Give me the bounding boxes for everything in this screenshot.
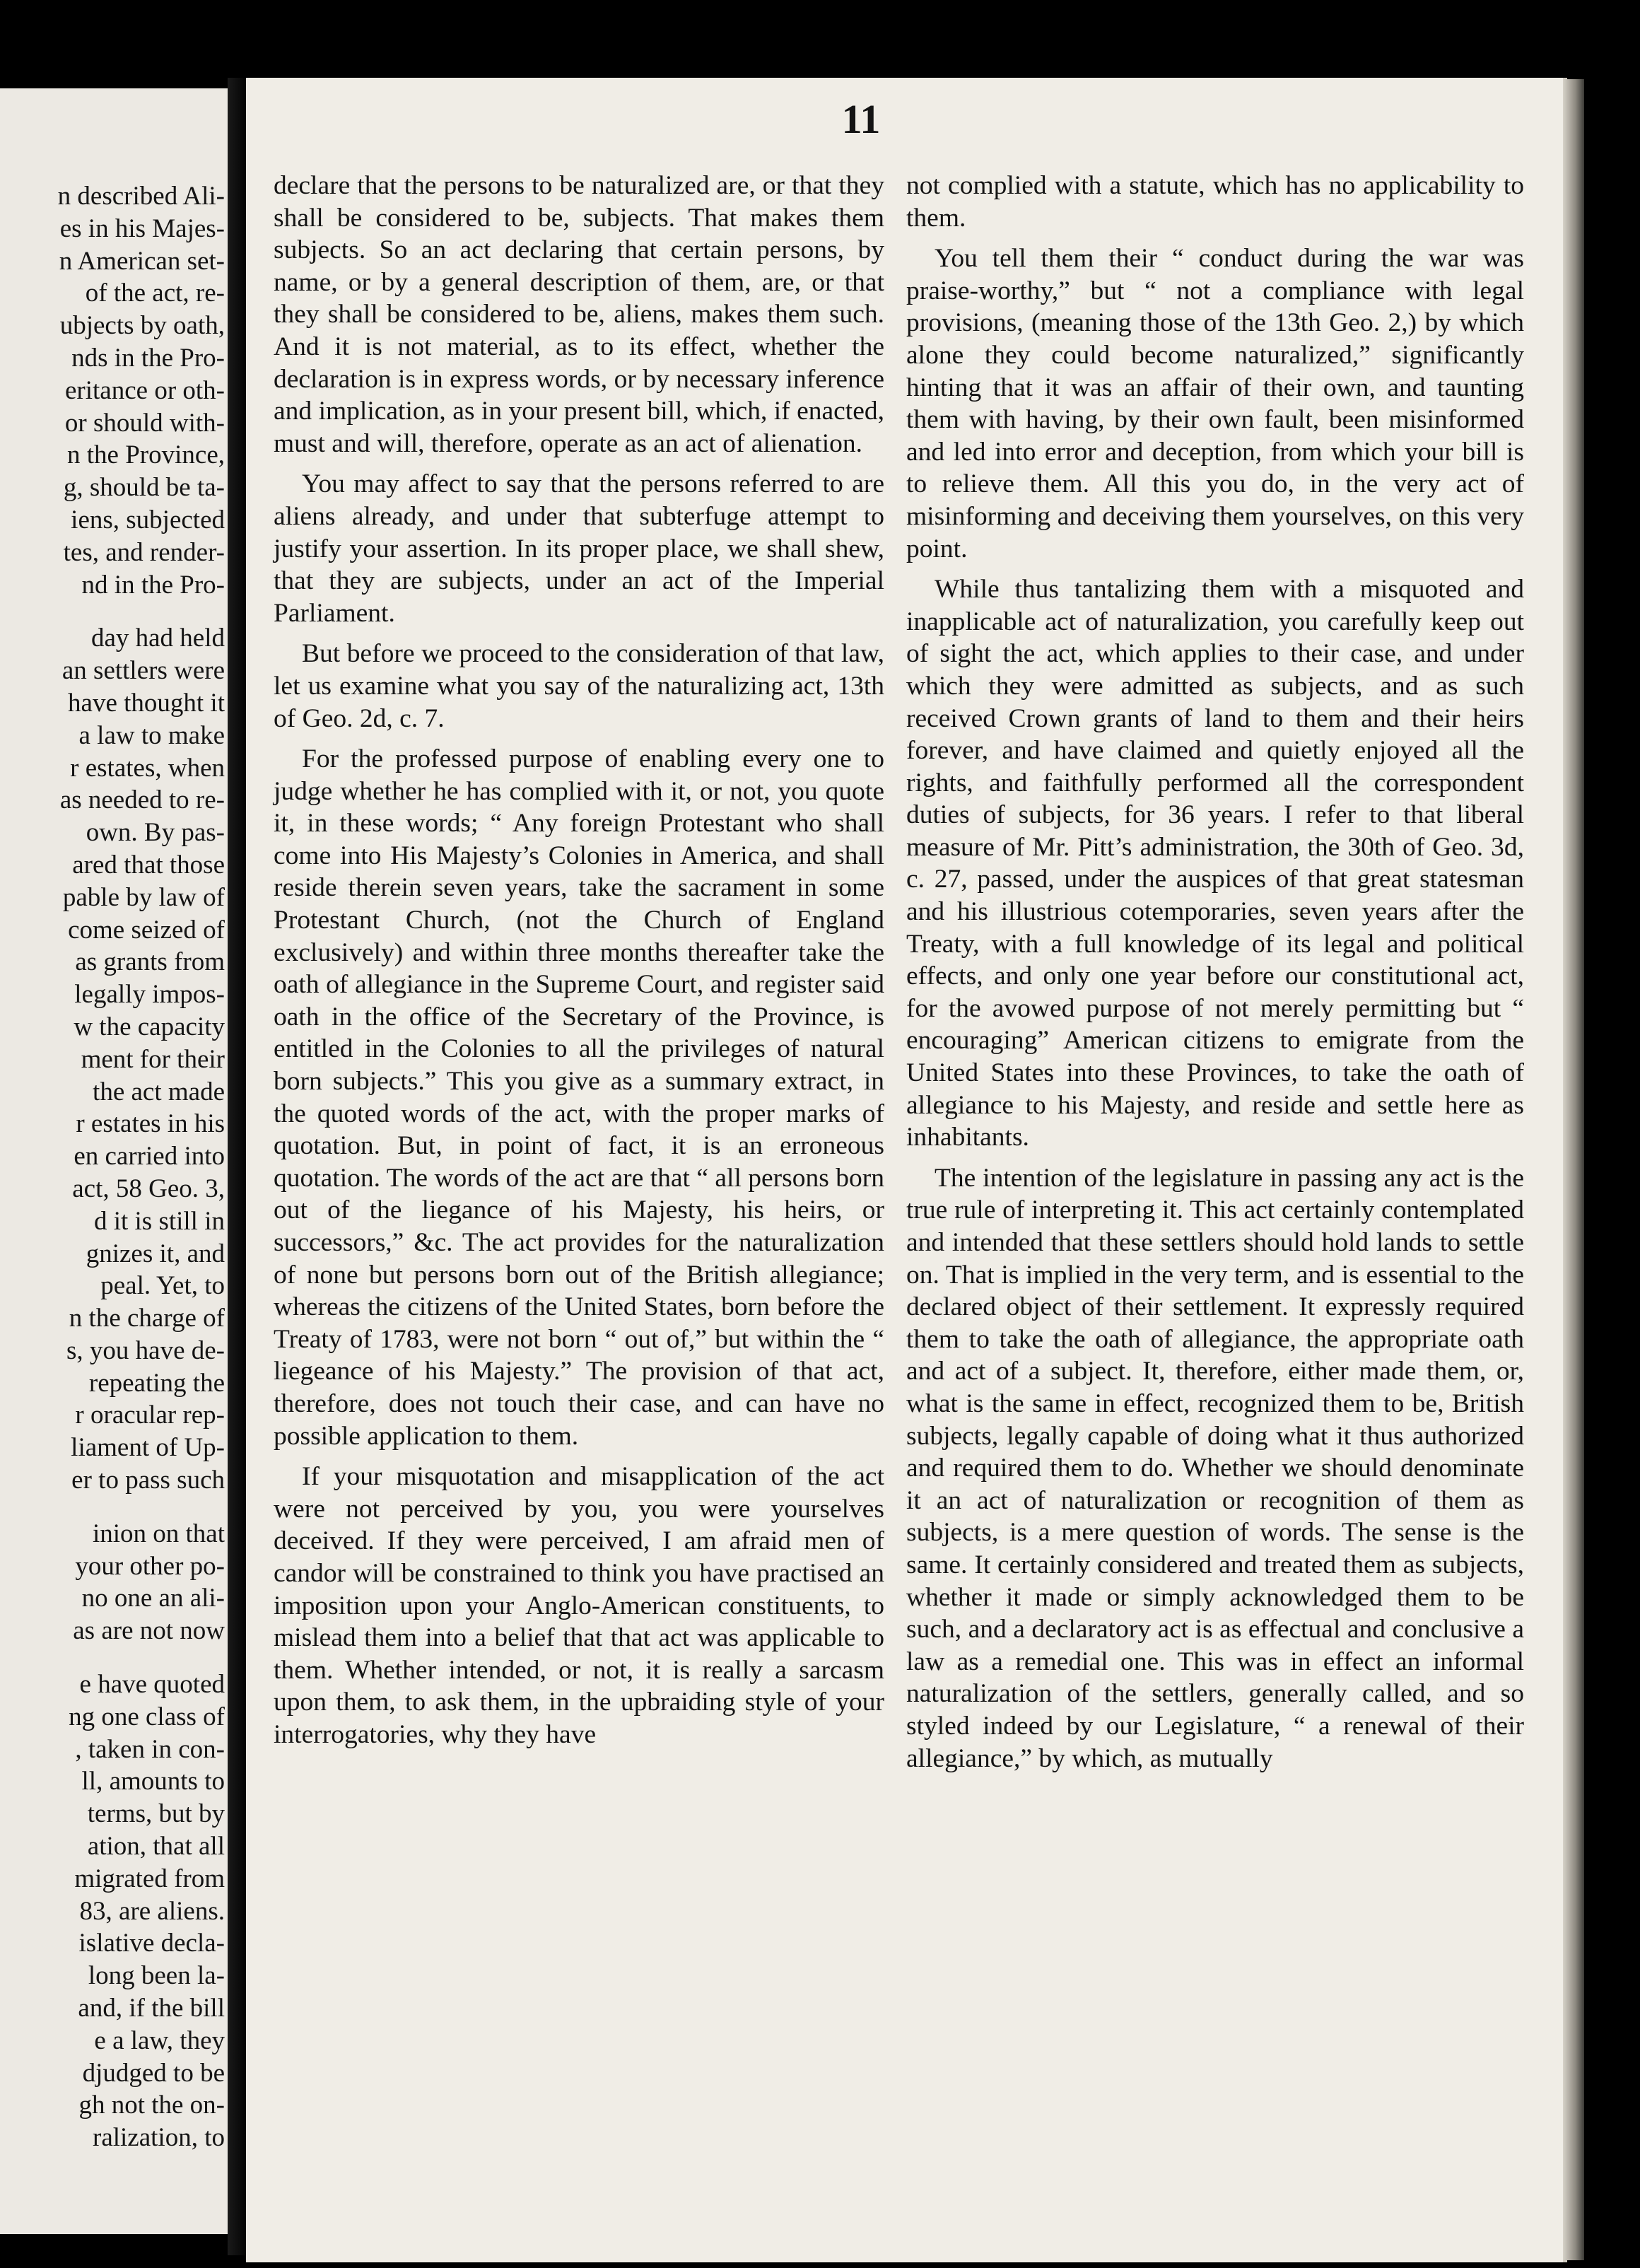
facing-page-line-text: repeating the <box>88 1368 225 1398</box>
facing-page-line-text: r estates in his <box>76 1109 225 1139</box>
facing-page-line-text: tes, and render- <box>63 537 225 567</box>
facing-page-line <box>0 245 225 278</box>
facing-page-line <box>0 687 225 720</box>
facing-page-line-text: ment for their <box>81 1044 225 1074</box>
facing-page-line-text: an settlers were <box>62 656 225 686</box>
facing-page-line <box>0 1927 225 1960</box>
facing-page-line-text: s, you have de- <box>66 1335 225 1365</box>
facing-page-line <box>0 407 225 440</box>
facing-page-line-text: ared that those <box>72 850 225 879</box>
facing-page-line <box>0 2089 225 2122</box>
facing-page-line-text: migrated from <box>74 1864 225 1893</box>
facing-page-line <box>0 817 225 849</box>
facing-page-line-text: your other po- <box>75 1551 225 1581</box>
facing-page-line <box>0 1701 225 1734</box>
facing-page-line <box>0 946 225 978</box>
facing-page-line-text: gnizes it, and <box>86 1239 225 1268</box>
paragraph: For the professed purpose of enabling every one to judge whether he has complied with it, or not, you quote it, in these words; “ Any foreign Protestant who shall come into His Majesty’s Colonies in America, and shall reside therein seven years, take the sacrament in some Protestant Church, (not the Church of England exclusively) and within three months thereafter take the oath of allegiance in the Supreme Court, and register said oath in the office of the Secretary of the Province, is entitled in the Colonies to all the privileges of natural born subjects.” This you give as a summary extract, in the quoted words of the act, with the proper marks of quotation. But, in point of fact, it is an erroneous quotation. The words of the act are that “ all persons born out of the liegance of his Majesty, his heirs, or successors,” &c. The act provides for the naturalization of none but persons born out of the British allegiance; whereas the citizens of the United States, born before the Treaty of 1783, were not born “ out of,” but within the “ liegeance of his Majesty.” The provision of that act, therefore, does not touch their case, and can have no possible application to them. <box>274 744 884 1451</box>
facing-page-line-text: gh not the on- <box>78 2091 225 2120</box>
facing-page-line <box>0 752 225 785</box>
facing-page-line-text: legally impos- <box>74 980 225 1010</box>
facing-page-line-text: come seized of <box>68 915 225 945</box>
text-column-left <box>274 170 884 1751</box>
facing-page-line-text: n described Ali- <box>57 182 225 211</box>
facing-page-line <box>0 472 225 504</box>
facing-page-line <box>0 1076 225 1109</box>
facing-page-line <box>0 655 225 687</box>
facing-page-line-text: peal. Yet, to <box>100 1271 225 1301</box>
paragraph: If your misquotation and misapplication of the act were not perceived by you, you were yourselves deceived. If they were perceived, I am afraid men of candor will be constrained to think you have practised an imposition upon your Anglo-American constituents, to mislead them into a belief that that act was applicable to them. Whether intended, or not, it is really a sarcasm upon them, to ask them, in the upbraiding style of your interrogatories, why they have <box>274 1462 884 1749</box>
facing-page-line <box>0 2122 225 2154</box>
facing-page-line-text: 83, are aliens. <box>79 1896 225 1926</box>
facing-page-line <box>0 1895 225 1928</box>
facing-page-line-text: long been la- <box>88 1961 225 1991</box>
facing-page-line-text: en carried into <box>74 1142 225 1171</box>
facing-page-line <box>0 1765 225 1798</box>
facing-page-line <box>0 1140 225 1173</box>
facing-page-line-text: as grants from <box>75 947 225 977</box>
facing-page-line-text: , taken in con- <box>75 1734 225 1764</box>
facing-page-line <box>0 1464 225 1497</box>
facing-page-line <box>0 375 225 407</box>
facing-page-line <box>0 1270 225 1302</box>
paragraph: not complied with a statute, which has no applicability to them. <box>906 171 1524 233</box>
facing-page-line-text: islative decla- <box>78 1929 225 1958</box>
facing-page-line <box>0 1518 225 1550</box>
facing-page-line <box>0 1302 225 1335</box>
facing-page-line <box>0 1960 225 1992</box>
facing-page-line <box>0 180 225 213</box>
facing-page-line-text: and, if the bill <box>78 1994 225 2023</box>
facing-page-line <box>0 1335 225 1367</box>
facing-page-line <box>0 914 225 947</box>
facing-page-line-text: liament of Up- <box>71 1433 225 1463</box>
facing-page-line-text: ation, that all <box>87 1832 225 1861</box>
facing-page-line-text: nd in the Pro- <box>81 570 225 600</box>
facing-page-line-text: ralization, to <box>93 2123 225 2153</box>
facing-page-line-text: djudged to be <box>82 2058 225 2088</box>
facing-page-line <box>0 277 225 310</box>
facing-page-line-text: a law to make <box>78 720 225 750</box>
facing-page-line-text: as are not now <box>73 1616 225 1646</box>
facing-page-line-text: e have quoted <box>79 1670 225 1700</box>
facing-page-line <box>0 1668 225 1701</box>
facing-page-line-text: no one an ali- <box>81 1584 225 1613</box>
facing-page-line <box>0 342 225 375</box>
facing-page-line-text: iens, subjected <box>71 505 225 534</box>
facing-page-line <box>0 1205 225 1238</box>
facing-page-line <box>0 1863 225 1895</box>
paragraph: The intention of the legislature in passing any act is the true rule of interpreting it. This act certainly contemplated and intended that these settlers should hold lands to settle on. That is implied in the very term, and is essential to the declared object of their settlement. It expressly required them to take the oath of allegiance, the appropriate oath and act of a subject. It, therefore, either made them, or, what is the same in effect, recognized them to be, British subjects, legally capable of doing what it thus authorized and required them to do. Whether we should denominate it an act of naturalization or recognition of them as subjects, is a mere question of words. The sense is the same. It certainly considered and treated them as subjects, whether it made or simply acknowledged them to be such, and a declaratory act is as effectual and conclusive a law as a remedial one. This was in effect an informal naturalization of the settlers, generally called, and so styled indeed by our Legislature, “ a renewal of their allegiance,” by which, as mutually <box>906 1163 1524 1773</box>
facing-page-line <box>0 622 225 655</box>
facing-page-gap <box>0 601 225 622</box>
facing-page-line <box>0 978 225 1011</box>
page-edge <box>1563 79 1584 2260</box>
facing-page-line-text: g, should be ta- <box>63 473 225 503</box>
facing-page-line-text: or should with- <box>64 408 225 438</box>
facing-page-line <box>0 2057 225 2090</box>
facing-page-line <box>0 1734 225 1766</box>
facing-page-line-text: inion on that <box>92 1519 225 1548</box>
facing-page-line-text: have thought it <box>68 688 225 718</box>
facing-page-line <box>0 1238 225 1270</box>
facing-page-line-text: n American set- <box>59 246 225 276</box>
facing-page-line <box>0 720 225 752</box>
facing-page-line <box>0 1108 225 1140</box>
facing-page-line-text: pable by law of <box>62 882 225 912</box>
facing-page-line <box>0 1399 225 1432</box>
facing-page-line <box>0 882 225 914</box>
facing-page-line-text: ng one class of <box>69 1702 225 1731</box>
paragraph: But before we proceed to the consideration of that law, let us examine what you say of the naturalizing act, 13th of Geo. 2d, c. 7. <box>274 639 884 733</box>
facing-page-text <box>0 180 225 2154</box>
facing-page-line-text: day had held <box>90 624 225 653</box>
facing-page-gap <box>0 1647 225 1668</box>
facing-page-line-text: e a law, they <box>94 2026 225 2055</box>
facing-page-line <box>0 2025 225 2057</box>
facing-page-line-text: act, 58 Geo. 3, <box>72 1174 225 1203</box>
facing-page-line <box>0 504 225 537</box>
facing-page-line <box>0 569 225 602</box>
page-number: 11 <box>841 96 881 142</box>
facing-page-line-text: of the act, re- <box>85 279 225 308</box>
facing-page-line-text: es in his Majes- <box>59 214 225 243</box>
facing-page-line <box>0 1798 225 1830</box>
facing-page-line-text: r oracular rep- <box>75 1401 225 1430</box>
facing-page-line-text: terms, but by <box>87 1799 225 1829</box>
facing-page-line-text: n the Province, <box>67 440 225 470</box>
facing-page-line <box>0 849 225 882</box>
facing-page-line <box>0 1582 225 1615</box>
facing-page-line <box>0 439 225 472</box>
facing-page-line <box>0 1830 225 1863</box>
paragraph: declare that the persons to be naturalized are, or that they shall be considered to be, subjects. That makes them subjects. So an act declaring that certain persons, by name, or by a general description of them, are, or that they shall be considered to be, aliens, makes them such. And it is not material, as to its effect, whether the declaration is in express words, or by necessary inference and implication, as in your present bill, which, if enacted, must and will, therefore, operate as an act of alienation. <box>274 171 884 458</box>
facing-page-line <box>0 537 225 569</box>
facing-page-line-text: r estates, when <box>70 753 225 783</box>
paragraph: While thus tantalizing them with a misquoted and inapplicable act of naturalization, you carefully keep out of sight the act, which applies to their case, and under which they were admitted as subjects, and as such received Crown grants of land to them and their heirs forever, and have claimed and quietly enjoyed all the rights, and faithfully performed all the correspondent duties of subjects, for 36 years. I refer to that liberal measure of Mr. Pitt’s administration, the 30th of Geo. 3d, c. 27, passed, under the auspices of that great statesman and his illustrious cotemporaries, seven years after the Treaty, with a full knowledge of its legal and political effects, and only one year before our constitutional act, for the avowed purpose of not merely permitting but “ encouraging” American citizens to emigrate from the United States into these Provinces, to take the oath of allegiance to his Majesty, and reside and settle here as inhabitants. <box>906 575 1524 1152</box>
text-column-right <box>906 170 1524 1775</box>
facing-page-line-text: er to pass such <box>71 1466 225 1495</box>
facing-page-fragment <box>0 88 228 2234</box>
facing-page-line-text: nds in the Pro- <box>71 343 225 373</box>
facing-page-line-text: own. By pas- <box>86 818 225 848</box>
paragraph: You tell them their “ conduct during the war was praise-worthy,” but “ not a compliance with legal provisions, (meaning those of the 13th Geo. 2,) by which alone they could become naturalized,” significantly hinting that it was an affair of their own, and taunting them with having, by their own fault, been misinformed and led into error and deception, from which your bill is to relieve them. All this you do, in the very act of misinforming and deceiving them yourselves, on this very point. <box>906 244 1524 563</box>
facing-page-line-text: the act made <box>93 1077 225 1106</box>
facing-page-line <box>0 1615 225 1647</box>
paragraph: You may affect to say that the persons referred to are aliens already, and under that subterfuge attempt to justify your assertion. In its proper place, we shall shew, that they are subjects, under an act of the Imperial Parliament. <box>274 469 884 628</box>
facing-page-line <box>0 1011 225 1044</box>
facing-page-line <box>0 310 225 342</box>
facing-page-line <box>0 1550 225 1583</box>
facing-page-line <box>0 1367 225 1400</box>
facing-page-line <box>0 1173 225 1205</box>
facing-page-line-text: ll, amounts to <box>81 1767 225 1796</box>
facing-page-line <box>0 1044 225 1076</box>
facing-page-line <box>0 784 225 817</box>
facing-page-line-text: n the charge of <box>69 1304 225 1333</box>
facing-page-line <box>0 1992 225 2025</box>
facing-page-line-text: w the capacity <box>74 1012 225 1041</box>
facing-page-line-text: as needed to re- <box>59 785 225 815</box>
facing-page-line-text: eritance or oth- <box>65 375 225 405</box>
facing-page-line-text: d it is still in <box>93 1206 225 1236</box>
facing-page-line <box>0 213 225 245</box>
facing-page-line <box>0 1432 225 1464</box>
facing-page-gap <box>0 1497 225 1518</box>
facing-page-line-text: ubjects by oath, <box>59 311 225 341</box>
